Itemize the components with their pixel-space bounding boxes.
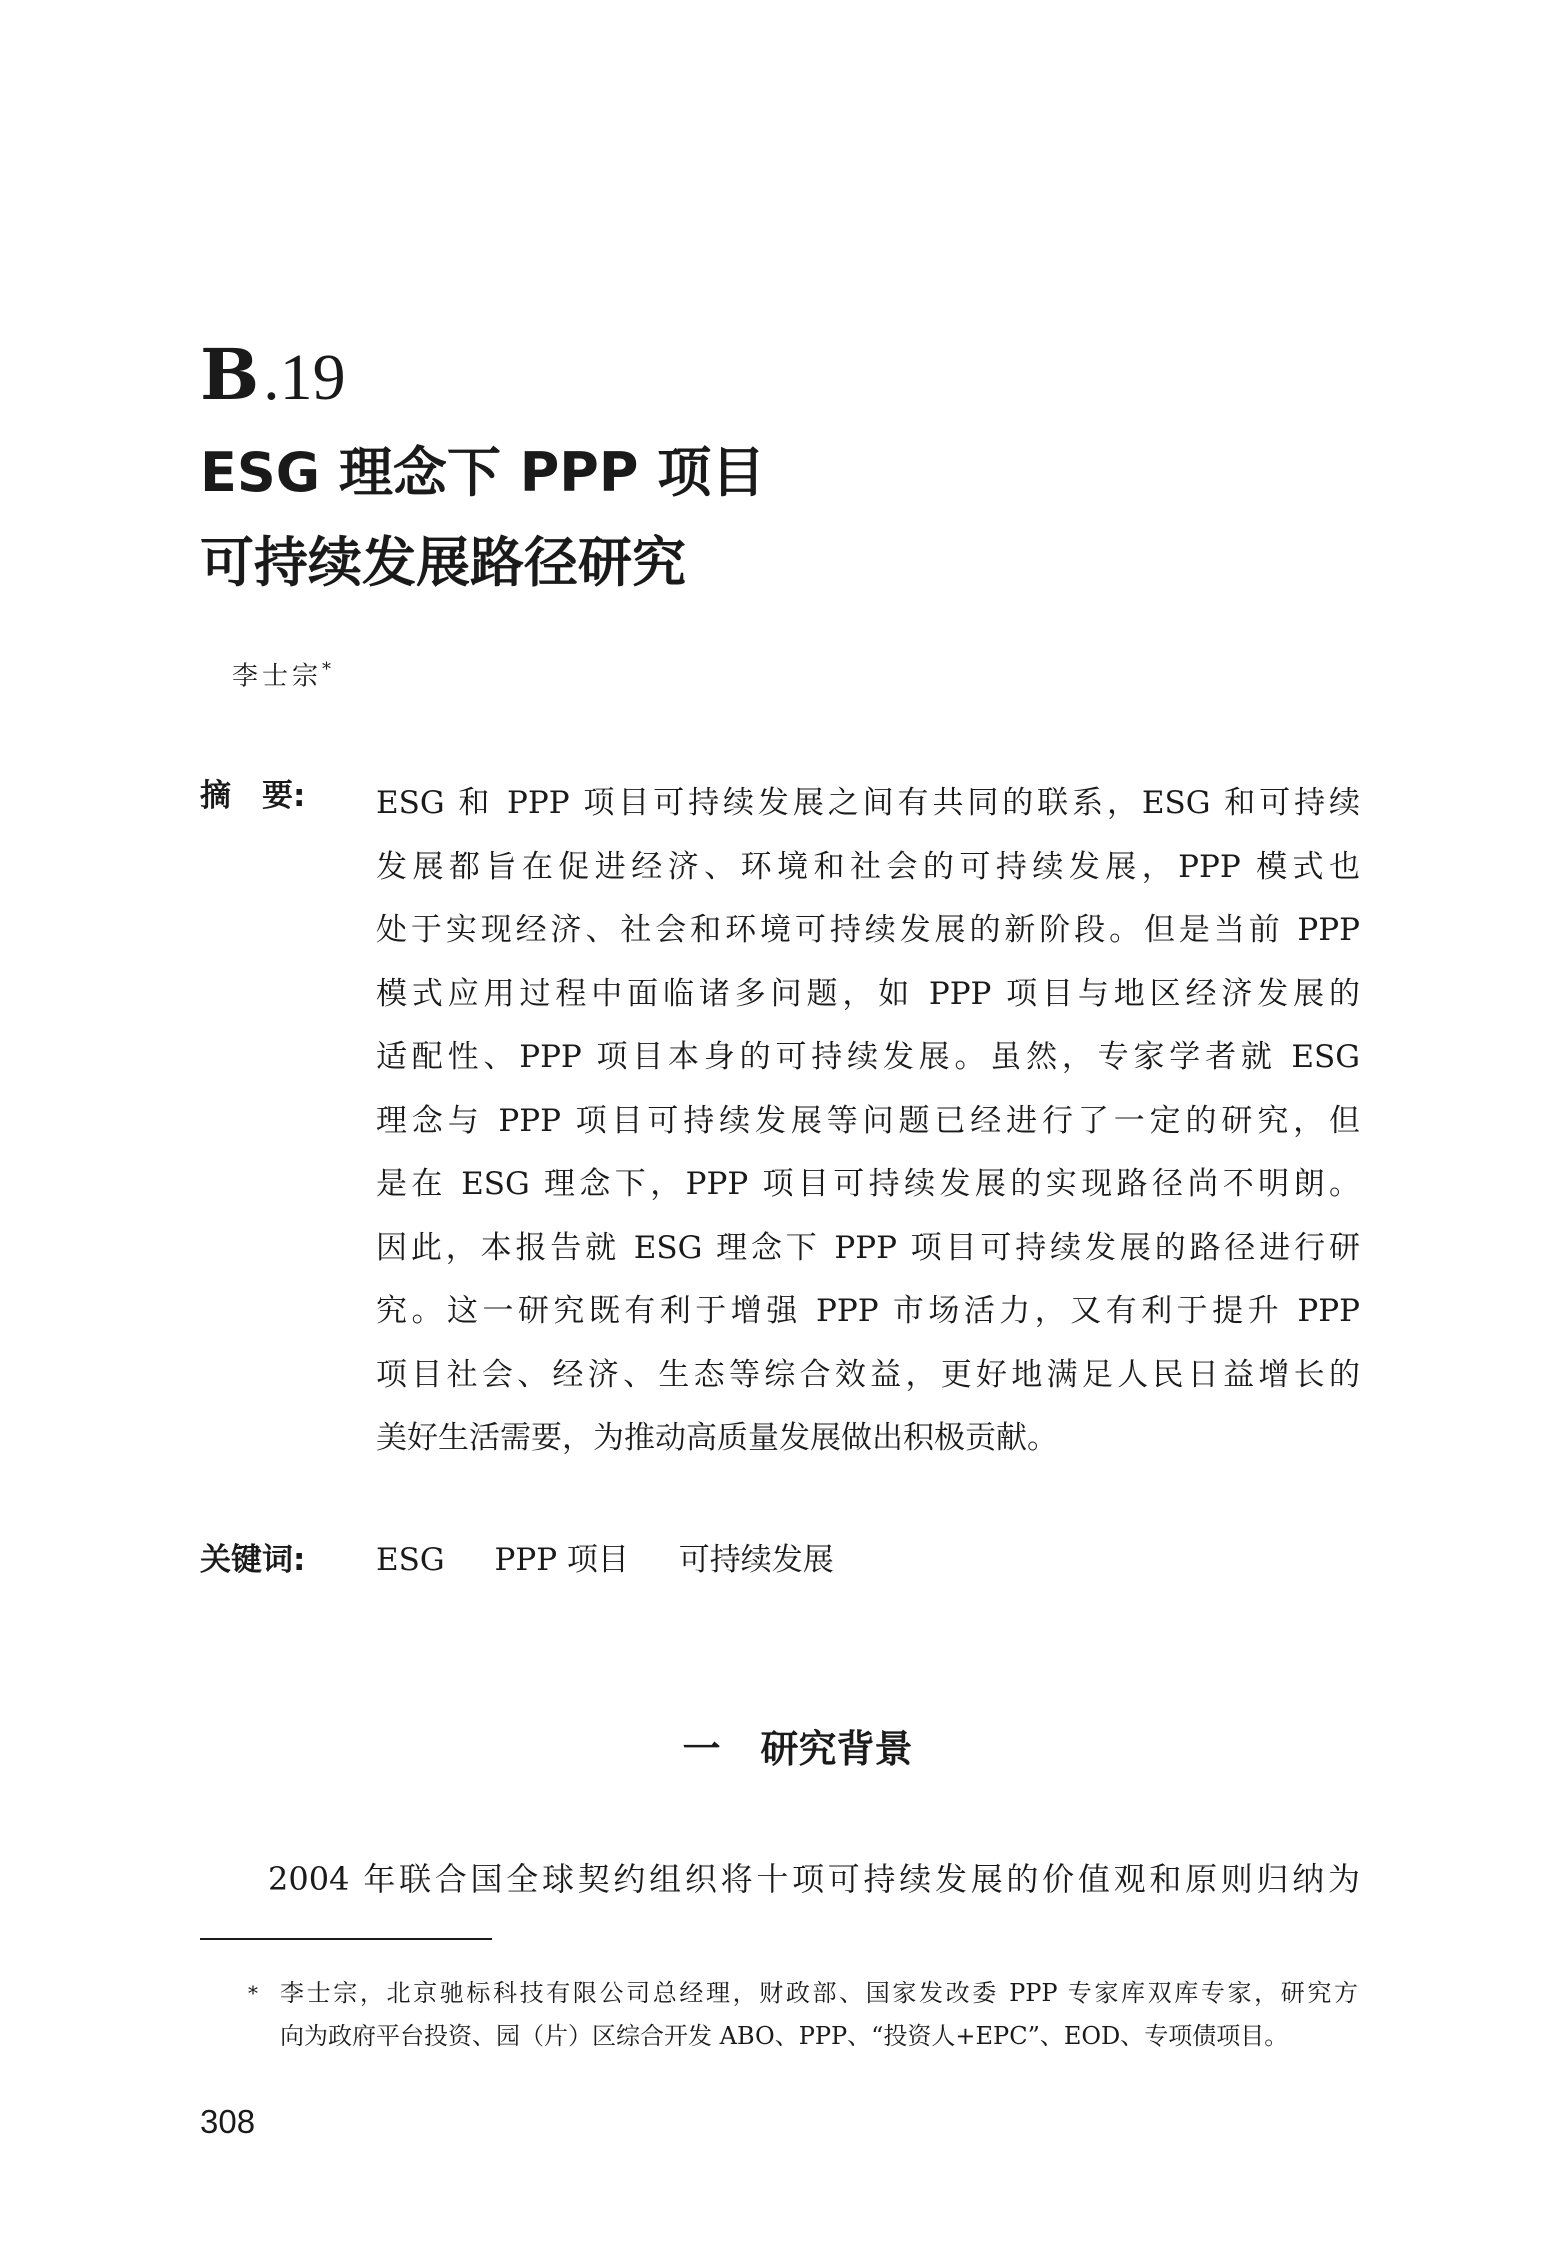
chapter-letter: B bbox=[200, 333, 258, 416]
title-line-1: ESG 理念下 PPP 项目 bbox=[200, 441, 766, 504]
abstract-line: 发展都旨在促进经济、环境和社会的可持续发展，PPP 模式也 bbox=[376, 848, 1360, 885]
abstract-line: 模式应用过程中面临诸多问题，如 PPP 项目与地区经济发展的 bbox=[376, 975, 1360, 1012]
section-title: 研究背景 bbox=[760, 1727, 913, 1771]
abstract-line: 处于实现经济、社会和环境可持续发展的新阶段。但是当前 PPP bbox=[376, 912, 1360, 948]
footnote-line: 李士宗，北京驰标科技有限公司总经理，财政部、国家发改委 PPP 专家库双库专家，研究方 bbox=[280, 1979, 1358, 2007]
author bbox=[232, 650, 331, 697]
abstract-body bbox=[376, 772, 1360, 1471]
abstract-line: 项目社会、经济、生态等综合效益，更好地满足人民日益增长的 bbox=[376, 1356, 1360, 1393]
abstract-line: 理念与 PPP 项目可持续发展等问题已经进行了一定的研究，但 bbox=[376, 1102, 1360, 1139]
author-footnote-mark: * bbox=[322, 659, 332, 680]
keyword: ESG bbox=[376, 1542, 445, 1578]
body-paragraph: 2004 年联合国全球契约组织将十项可持续发展的价值观和原则归纳为 bbox=[268, 1860, 1360, 1898]
footnote-mark: * bbox=[248, 1981, 258, 2005]
chapter-number bbox=[200, 335, 346, 415]
abstract-label: 摘 要: bbox=[200, 778, 306, 814]
abstract-line: 是在 ESG 理念下，PPP 项目可持续发展的实现路径尚不明朗。 bbox=[376, 1166, 1360, 1202]
abstract-line: 美好生活需要，为推动高质量发展做出积极贡献。 bbox=[376, 1420, 1058, 1456]
keywords-label: 关键词: bbox=[200, 1542, 306, 1578]
keyword: PPP 项目 bbox=[494, 1542, 629, 1578]
keyword: 可持续发展 bbox=[678, 1542, 834, 1578]
footnote-divider bbox=[200, 1938, 492, 1940]
section-heading bbox=[0, 1724, 1555, 1774]
footnote-line: 向为政府平台投资、园（片）区综合开发 ABO、PPP、“投资人+EPC”、EOD、专项债项目。 bbox=[280, 2022, 1289, 2050]
abstract-line: 究。这一研究既有利于增强 PPP 市场活力，又有利于提升 PPP bbox=[376, 1293, 1360, 1329]
chapter-index: .19 bbox=[263, 341, 346, 414]
page-number: 308 bbox=[200, 2103, 256, 2140]
abstract-line: ESG 和 PPP 项目可持续发展之间有共同的联系，ESG 和可持续 bbox=[376, 785, 1360, 821]
footnote bbox=[248, 1972, 1358, 2058]
page-title bbox=[200, 428, 765, 608]
author-name: 李士宗 bbox=[232, 661, 323, 692]
abstract-line: 适配性、PPP 项目本身的可持续发展。虽然，专家学者就 ESG bbox=[376, 1039, 1360, 1075]
keywords-list bbox=[376, 1540, 874, 1580]
footnote-text bbox=[280, 1972, 1358, 2058]
section-number: 一 bbox=[682, 1727, 721, 1771]
abstract-line: 因此，本报告就 ESG 理念下 PPP 项目可持续发展的路径进行研 bbox=[376, 1229, 1360, 1266]
title-line-2: 可持续发展路径研究 bbox=[200, 531, 686, 594]
